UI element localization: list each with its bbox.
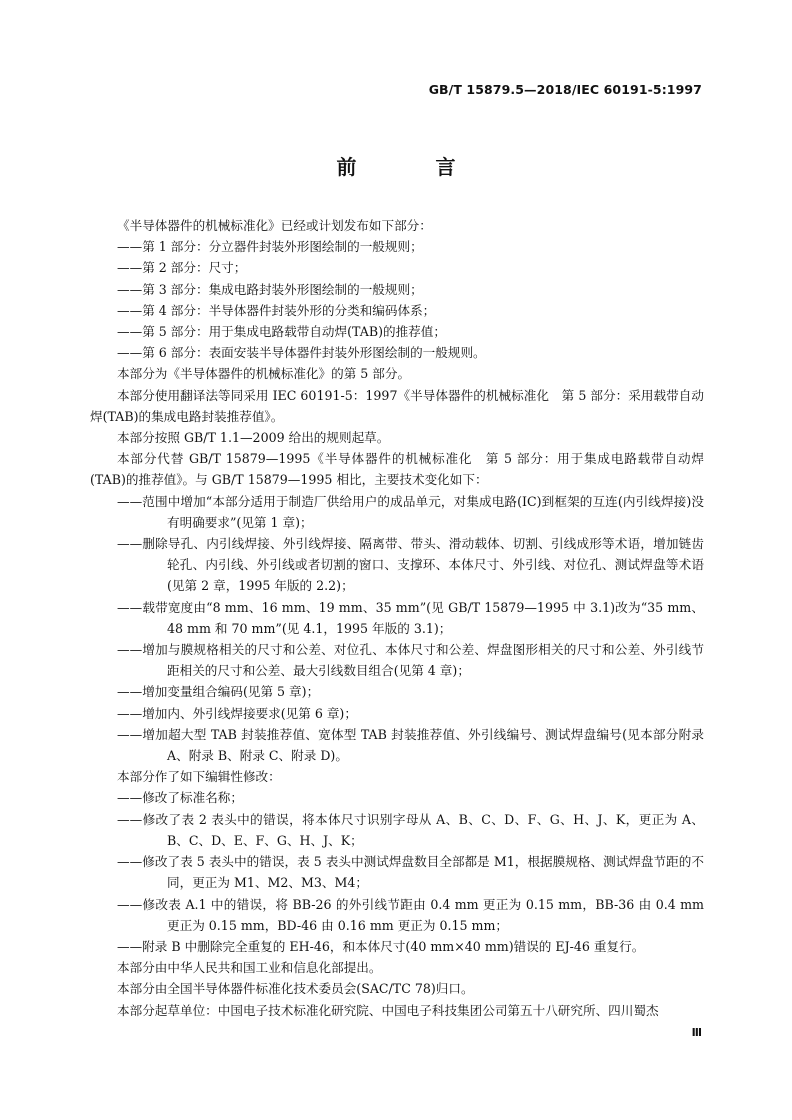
list-item: ——第 4 部分：半导体器件封装外形的分类和编码体系； (117, 302, 436, 318)
standard-code-header: GB/T 15879.5—2018/IEC 60191-5:1997 (428, 82, 702, 97)
paragraph: 本部分使用翻译法等同采用 IEC 60191-5：1997《半导体器件的机械标准化 第 5 部分：采用载带自动焊(TAB)的集成电路封装推荐值》。 (90, 387, 704, 424)
list-item: ——删除导孔、内引线焊接、外引线焊接、隔离带、带头、滑动载体、切割、引线成形等术语，增加链齿轮孔、内引线、外引线或者切割的窗口、支撑环、本体尺寸、外引线、对位孔、测试焊盘等术语(见第 2 章，1995 年版的 2.2)； (117, 536, 704, 594)
list-item: ——附录 B 中删除完全重复的 EH-46，和本体尺寸(40 mm×40 mm)错误的 EJ-46 重复行。 (117, 938, 645, 954)
page-number: Ⅲ (691, 1026, 702, 1039)
list-item: ——修改了表 2 表头中的错误，将本体尺寸识别字母从 A、B、C、D、F、G、H、J、K，更正为 A、B、C、D、E、F、G、H、J、K； (117, 811, 704, 848)
paragraph: 《半导体器件的机械标准化》已经或计划发布如下部分： (117, 218, 432, 233)
list-item: ——增加与膜规格相关的尺寸和公差、对位孔、本体尺寸和公差、焊盘图形相关的尺寸和公差、外引线节距相关的尺寸和公差、最大引线数目组合(见第 4 章)； (117, 642, 704, 679)
list-item: ——载带宽度由“8 mm、16 mm、19 mm、35 mm”(见 GB/T 15879—1995 中 3.1)改为“35 mm、48 mm 和 70 mm”(见 4.1，1995 年版的 3.1)； (117, 599, 704, 636)
paragraph: 本部分按照 GB/T 1.1—2009 给出的规则起草。 (117, 430, 390, 446)
paragraph: 本部分代替 GB/T 15879—1995《半导体器件的机械标准化 第 5 部分：用于集成电路载带自动焊(TAB)的推荐值》。与 GB/T 15879—1995 相比，主要技术变化如下： (90, 451, 704, 488)
list-item: ——修改表 A.1 中的错误，将 BB-26 的外引线节距由 0.4 mm 更正为 0.15 mm，BB-36 由 0.4 mm 更正为 0.15 mm，BD-46 由 0.16 mm 更正为 0.15 mm； (117, 896, 704, 933)
paragraph: 本部分为《半导体器件的机械标准化》的第 5 部分。 (117, 366, 411, 382)
list-item: ——修改了表 5 表头中的错误，表 5 表头中测试焊盘数目全部都是 M1，根据膜规格、测试焊盘节距的不同，更正为 M1、M2、M3、M4； (117, 854, 704, 891)
list-item: ——第 6 部分：表面安装半导体器件封装外形图绘制的一般规则。 (117, 345, 486, 361)
list-item: ——第 1 部分：分立器件封装外形图绘制的一般规则； (117, 239, 423, 255)
list-item: ——第 2 部分：尺寸； (117, 260, 247, 276)
list-item: ——第 5 部分：用于集成电路载带自动焊(TAB)的推荐值； (117, 324, 446, 340)
paragraph: 本部分由中华人民共和国工业和信息化部提出。 (117, 960, 382, 976)
page-title: 前 言 (336, 155, 492, 179)
paragraph: 本部分由全国半导体器件标准化技术委员会(SAC/TC 78)归口。 (117, 981, 474, 997)
list-item: ——范围中增加“本部分适用于制造厂供给用户的成品单元，对集成电路(IC)到框架的互连(内引线焊接)没有明确要求”(见第 1 章)； (117, 493, 704, 530)
list-item: ——增加超大型 TAB 封装推荐值、宽体型 TAB 封装推荐值、外引线编号、测试焊盘编号(见本部分附录 A、附录 B、附录 C、附录 D)。 (117, 726, 704, 764)
paragraph: 本部分起草单位：中国电子技术标准化研究院、中国电子科技集团公司第五十八研究所、四川蜀杰 (117, 1002, 659, 1018)
list-item: ——增加内、外引线焊接要求(见第 6 章)； (117, 705, 357, 721)
list-item: ——增加变量组合编码(见第 5 章)； (117, 684, 320, 700)
paragraph: 本部分作了如下编辑性修改： (117, 769, 281, 785)
foreword-body (90, 215, 704, 1021)
list-item: ——修改了标准名称； (117, 790, 243, 806)
list-item: ——第 3 部分：集成电路封装外形图绘制的一般规则； (117, 281, 423, 297)
